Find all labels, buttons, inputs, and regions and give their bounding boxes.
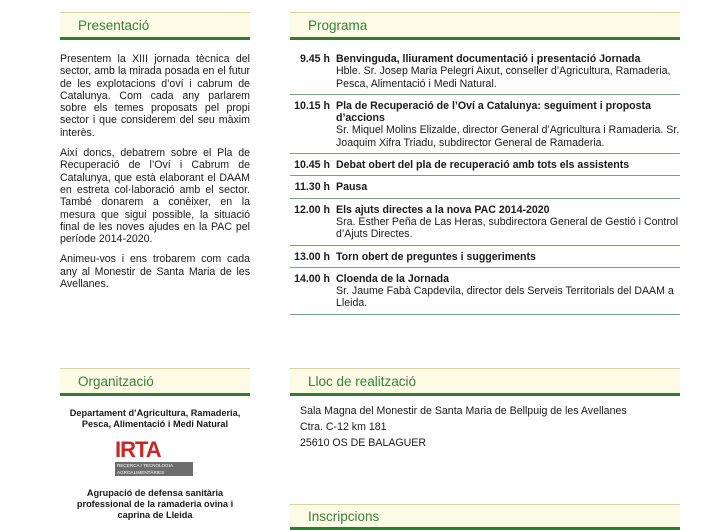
programa-desc: Sr. Miquel Molins Elizalde, director General d’Agricultura i Ramaderia. Sr. Joaquim Xifra Triadu, subdirector General de Ramaderia. [336, 124, 680, 149]
presentacio-body [60, 53, 250, 298]
irta-logo-text: IRTA [115, 437, 161, 462]
presentacio-paragraph: Així doncs, debatrem sobre el Pla de Recuperació de l’Oví i Cabrum de Catalunya, que està elaborant el DAAM en estreta col·laboració amb el sector. També donarem a conèixer, en la mesura que sigui possible, la situació final de les noves ajudes en la PAC pel període 2014-2020. [60, 147, 250, 246]
lloc-line: 25610 OS DE BALAGUER [300, 437, 427, 449]
programa-item [290, 268, 680, 315]
lloc-line: Sala Magna del Monestir de Santa Maria de Bellpuig de les Avellanes [300, 405, 627, 417]
programa-time: 11.30 h [294, 181, 330, 194]
organitzacio-heading-text: Organització [78, 373, 154, 389]
programa-item [290, 176, 680, 198]
programa-time: 13.00 h [294, 250, 330, 263]
programa-title: Cloenda de la Jornada [336, 272, 450, 285]
programa-heading [290, 12, 680, 40]
lloc-heading [290, 368, 680, 396]
irta-logo-subtext: RECERCA I TECNOLOGIA AGROALIMENTÀRIES [115, 462, 193, 476]
presentacio-paragraph: Animeu-vos i ens trobarem com cada any al Monestir de Santa Maria de les Avellanes. [60, 253, 250, 291]
programa-time: 9.45 h [299, 53, 330, 65]
presentacio-heading-text: Presentació [78, 17, 150, 33]
lloc-body [300, 403, 680, 451]
programa-title: Pausa [336, 181, 368, 194]
programa-desc: Sra. Esther Peña de Las Heras, subdirectora General de Gestió i Control d’Ajuts Directes. [336, 215, 679, 241]
org-ads-name: Agrupació de defensa sanitària professional de la ramaderia ovina i caprina de Lleida [76, 488, 234, 520]
presentacio-heading [60, 12, 250, 40]
inscripcions-heading-text: Inscripcions [308, 508, 380, 524]
programa-title: Els ajuts directes a la nova PAC 2014-2020 [336, 203, 550, 216]
programa-item [290, 48, 680, 95]
programa-title: Torn obert de preguntes i suggeriments [336, 250, 536, 263]
lloc-line: Ctra. C-12 km 181 [300, 421, 387, 433]
programa-time: 14.00 h [294, 272, 330, 285]
org-daam-name: Departament d’Agricultura, Ramaderia, Pesca, Alimentació i Medi Natural [69, 408, 241, 429]
programa-title: Debat obert del pla de recuperació amb tots els assistents [336, 159, 630, 172]
programa-time: 12.00 h [294, 203, 330, 216]
irta-logo [115, 438, 195, 478]
programa-title: Pla de Recuperació de l’Oví a Catalunya: seguiment i proposta d’accions [336, 99, 651, 125]
presentacio-paragraph: Presentem la XIII jornada tècnica del sector, amb la mirada posada en el futur de les explotacions d’oví i cabrum de Catalunya. Com cada any parlarem sobre els temes proposats pel propi sector i que considerem del seu màxim interès. [60, 53, 250, 139]
programa-item [290, 199, 680, 246]
programa-list [290, 48, 680, 315]
programa-heading-text: Programa [308, 17, 368, 33]
programa-item [290, 246, 680, 268]
programa-desc: Hble. Sr. Josep Maria Pelegrí Aixut, conseller d’Agricultura, Ramaderia, Pesca, Alimentació i Medi Natural. [336, 65, 671, 90]
programa-item [290, 154, 680, 176]
programa-desc: Sr. Jaume Fabà Capdevila, director dels Serveis Territorials del DAAM a Lleida. [336, 285, 674, 310]
programa-time: 10.45 h [294, 159, 330, 172]
inscripcions-heading [290, 504, 680, 530]
organitzacio-body [60, 408, 250, 521]
organitzacio-heading [60, 368, 250, 396]
programa-title: Benvinguda, lliurament documentació i presentació Jornada [336, 53, 641, 65]
programa-time: 10.15 h [294, 99, 330, 112]
programa-item [290, 95, 680, 154]
lloc-heading-text: Lloc de realització [308, 373, 417, 389]
